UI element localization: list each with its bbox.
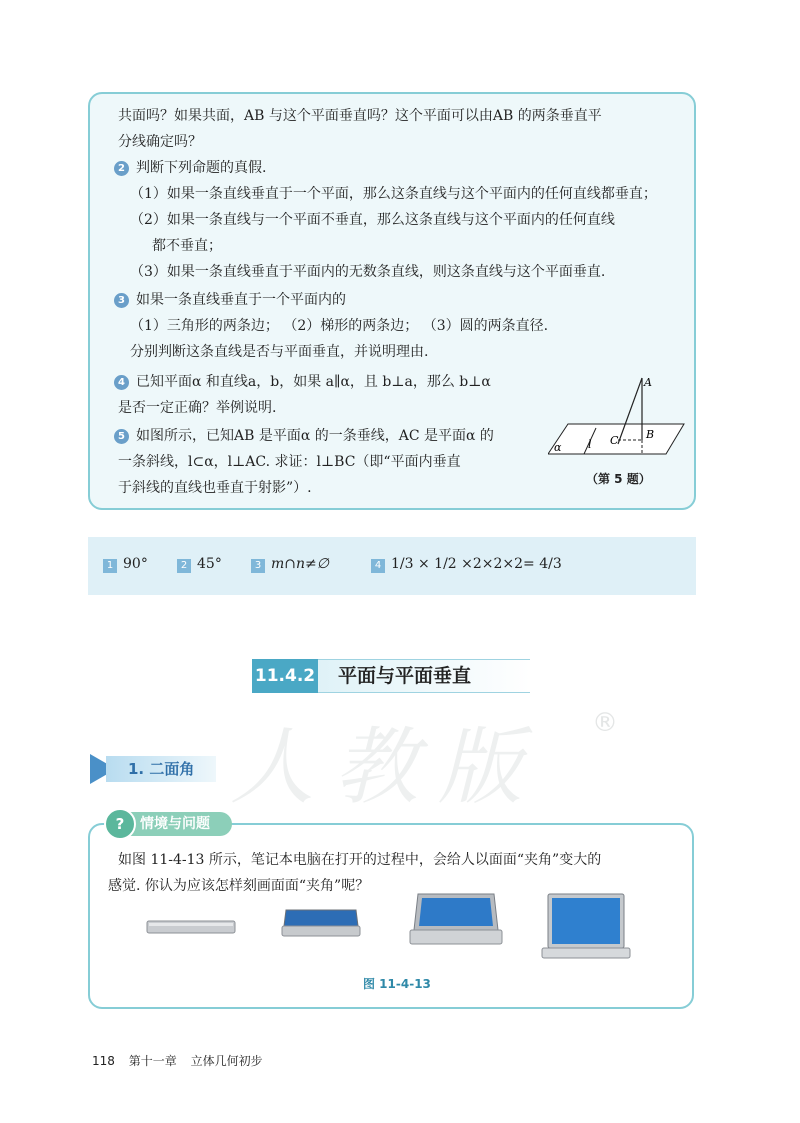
section-number: 11.4.2: [252, 659, 318, 693]
page-number: 118: [92, 1054, 115, 1068]
q5-number-badge: 5: [114, 429, 129, 444]
answer-3-badge: 3: [251, 559, 265, 573]
q2-item1: （1）如果一条直线垂直于一个平面，那么这条直线与这个平面内的任何直线都垂直；: [130, 186, 657, 202]
subsection-label: 1. 二面角: [106, 756, 216, 782]
figure-label-c: C: [610, 434, 619, 447]
figure-label-l: l: [588, 438, 592, 451]
chapter-number: 第十一章: [128, 1054, 177, 1068]
q1-line1: 共面吗？如果共面，AB 与这个平面垂直吗？这个平面可以由AB 的两条垂直平: [118, 108, 602, 124]
watermark-text: 人教版: [230, 718, 543, 816]
q5-line2: 一条斜线，l⊂α，l⊥AC. 求证：l⊥BC（即“平面内垂直: [118, 454, 461, 470]
laptop-half-open-image: [408, 890, 504, 952]
laptop-fully-open-image: [538, 892, 634, 962]
answer-1-badge: 1: [103, 559, 117, 573]
q3-items: （1）三角形的两条边； （2）梯形的两条边； （3）圆的两条直径.: [130, 318, 549, 334]
laptop-slightly-open-image: [280, 906, 362, 942]
answer-4-text: 1/3 × 1/2 ×2×2×2= 4/3: [391, 556, 562, 572]
watermark-registered-mark: ®: [592, 708, 618, 738]
q4-line1: 已知平面α 和直线a，b，如果 a∥α，且 b⊥a，那么 b⊥α: [136, 374, 491, 390]
q5-figure-caption: （第 5 题）: [586, 472, 651, 486]
q5-line3: 于斜线的直线也垂直于射影”）.: [118, 480, 312, 496]
situation-figure-caption: 图 11-4-13: [363, 977, 431, 991]
question-icon: ?: [104, 808, 136, 840]
q4-line2: 是否一定正确？举例说明.: [118, 400, 277, 416]
q3-tail: 分别判断这条直线是否与平面垂直，并说明理由.: [130, 344, 429, 360]
q2-number-badge: 2: [114, 161, 129, 176]
section-title: 平面与平面垂直: [318, 659, 530, 693]
laptop-closed-image: [145, 915, 237, 939]
answer-3-text: m∩n≠∅: [271, 556, 329, 572]
answer-strip: [88, 537, 696, 595]
situation-line2: 感觉. 你认为应该怎样刻画面面“夹角”呢？: [108, 878, 370, 894]
q2-item2-line2: 都不垂直；: [152, 238, 222, 254]
answer-2-badge: 2: [177, 559, 191, 573]
q2-item3: （3）如果一条直线垂直于平面内的无数条直线，则这条直线与这个平面垂直.: [130, 264, 606, 280]
figure-label-alpha: α: [554, 441, 562, 454]
chapter-title: 立体几何初步: [190, 1054, 263, 1068]
q2-item2-line1: （2）如果一条直线与一个平面不垂直，那么这条直线与这个平面内的任何直线: [130, 212, 615, 228]
page-footer: [92, 1052, 263, 1069]
situation-tag: 情境与问题: [110, 812, 232, 836]
figure-label-b: B: [646, 428, 655, 441]
answer-2-text: 45°: [197, 556, 222, 572]
q1-line2: 分线确定吗？: [118, 134, 202, 150]
q5-figure: [548, 374, 688, 464]
q5-line1: 如图所示，已知AB 是平面α 的一条垂线，AC 是平面α 的: [136, 428, 494, 444]
q4-number-badge: 4: [114, 375, 129, 390]
answer-1-text: 90°: [123, 556, 148, 572]
exercise-box: [88, 92, 696, 510]
answer-4-badge: 4: [371, 559, 385, 573]
q3-number-badge: 3: [114, 293, 129, 308]
figure-label-a: A: [644, 376, 652, 389]
q2-title: 判断下列命题的真假.: [136, 160, 267, 176]
q3-title: 如果一条直线垂直于一个平面内的: [136, 292, 346, 308]
situation-line1: 如图 11-4-13 所示，笔记本电脑在打开的过程中，会给人以面面“夹角”变大的: [118, 852, 602, 868]
